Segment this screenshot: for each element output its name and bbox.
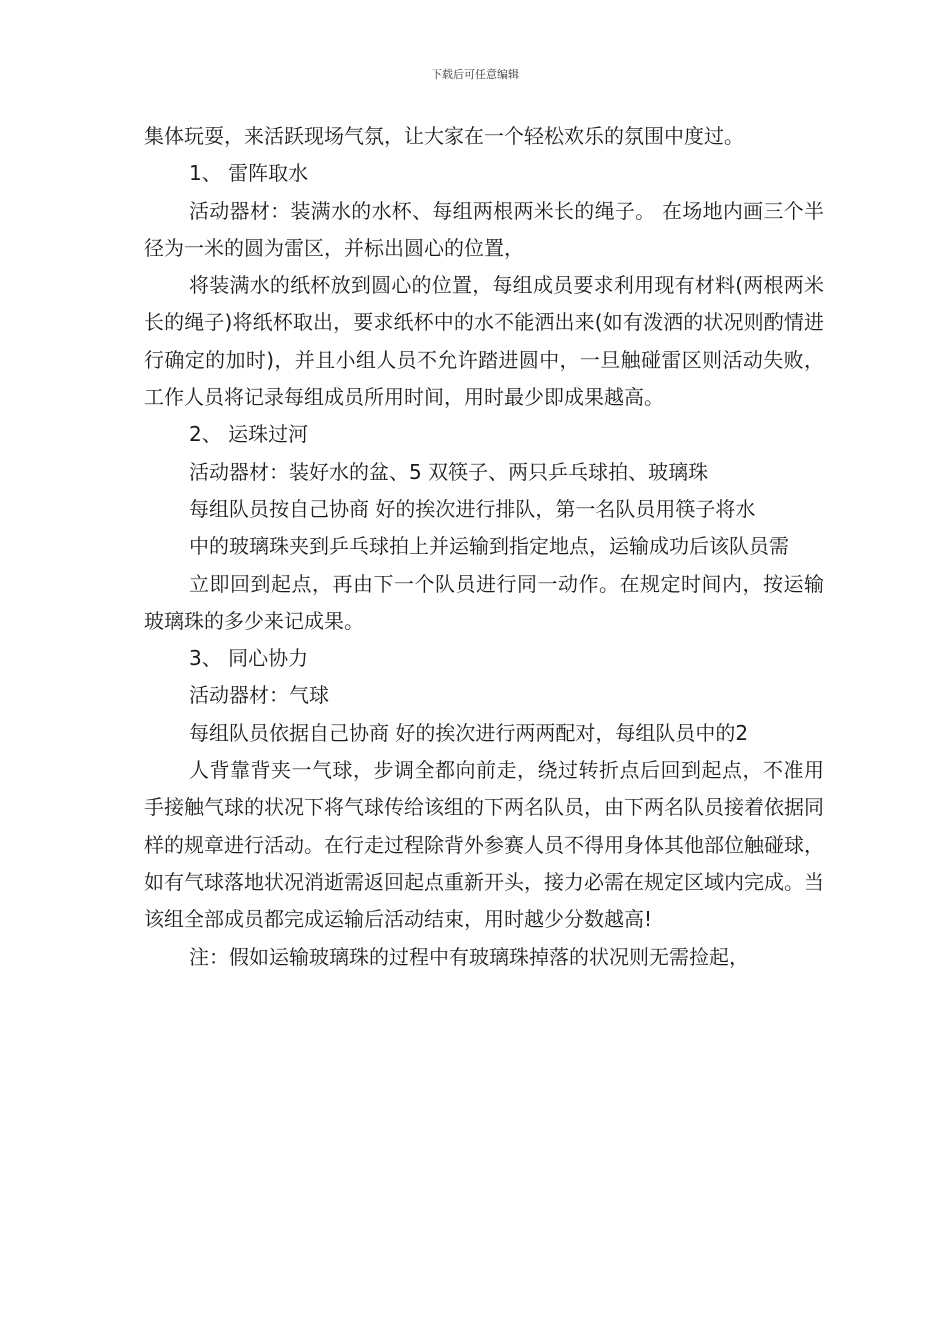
document-body	[144, 118, 824, 976]
paragraph-activity-1-equipment: 活动器材：装满水的水杯、每组两根两米长的绳子。 在场地内画三个半径为一米的圆为雷区，并标出圆心的位置，	[144, 198, 824, 260]
heading-activity-1: 1、 雷阵取水	[189, 161, 309, 186]
paragraph-activity-1-rules: 将装满水的纸杯放到圆心的位置，每组成员要求利用现有材料(两根两米长的绳子)将纸杯取出，要求纸杯中的水不能洒出来(如有泼洒的状况则酌情进行确定的加时)，并且小组人员不允许踏进圆中，一旦触碰雷区则活动失败，工作人员将记录每组成员所用时间，用时最少即成果越高。	[144, 273, 824, 410]
paragraph-activity-2-rules-2: 中的玻璃珠夹到乒乓球拍上并运输到指定地点，运输成功后该队员需	[189, 534, 789, 559]
paragraph-activity-3-rules-2: 人背靠背夹一气球，步调全都向前走，绕过转折点后回到起点，不准用手接触气球的状况下将气球传给该组的下两名队员，由下两名队员接着依据同样的规章进行活动。在行走过程除背外参赛人员不得用身体其他部位触碰球，如有气球落地状况消逝需返回起点重新开头，接力必需在规定区域内完成。当该组全部成员都完成运输后活动结束，用时越少分数越高!	[144, 758, 824, 932]
paragraph-activity-2-equipment: 活动器材：装好水的盆、5 双筷子、两只乒乓球拍、玻璃珠	[189, 459, 709, 484]
paragraph-activity-3-rules-1: 每组队员依据自己协商 好的挨次进行两两配对，每组队员中的2	[189, 720, 749, 745]
paragraph-note: 注：假如运输玻璃珠的过程中有玻璃珠掉落的状况则无需捡起，	[189, 944, 749, 969]
page-header: 下载后可任意编辑	[431, 68, 519, 81]
paragraph-intro-continuation: 集体玩耍，来活跃现场气氛，让大家在一个轻松欢乐的氛围中度过。	[144, 124, 744, 148]
heading-activity-3: 3、 同心协力	[189, 646, 309, 671]
paragraph-activity-2-rules-3: 立即回到起点，再由下一个队员进行同一动作。在规定时间内，按运输玻璃珠的多少来记成果。	[144, 571, 824, 633]
heading-activity-2: 2、 运珠过河	[189, 422, 309, 447]
paragraph-activity-3-equipment: 活动器材：气球	[189, 683, 329, 708]
paragraph-activity-2-rules-1: 每组队员按自己协商 好的挨次进行排队，第一名队员用筷子将水	[189, 496, 756, 521]
